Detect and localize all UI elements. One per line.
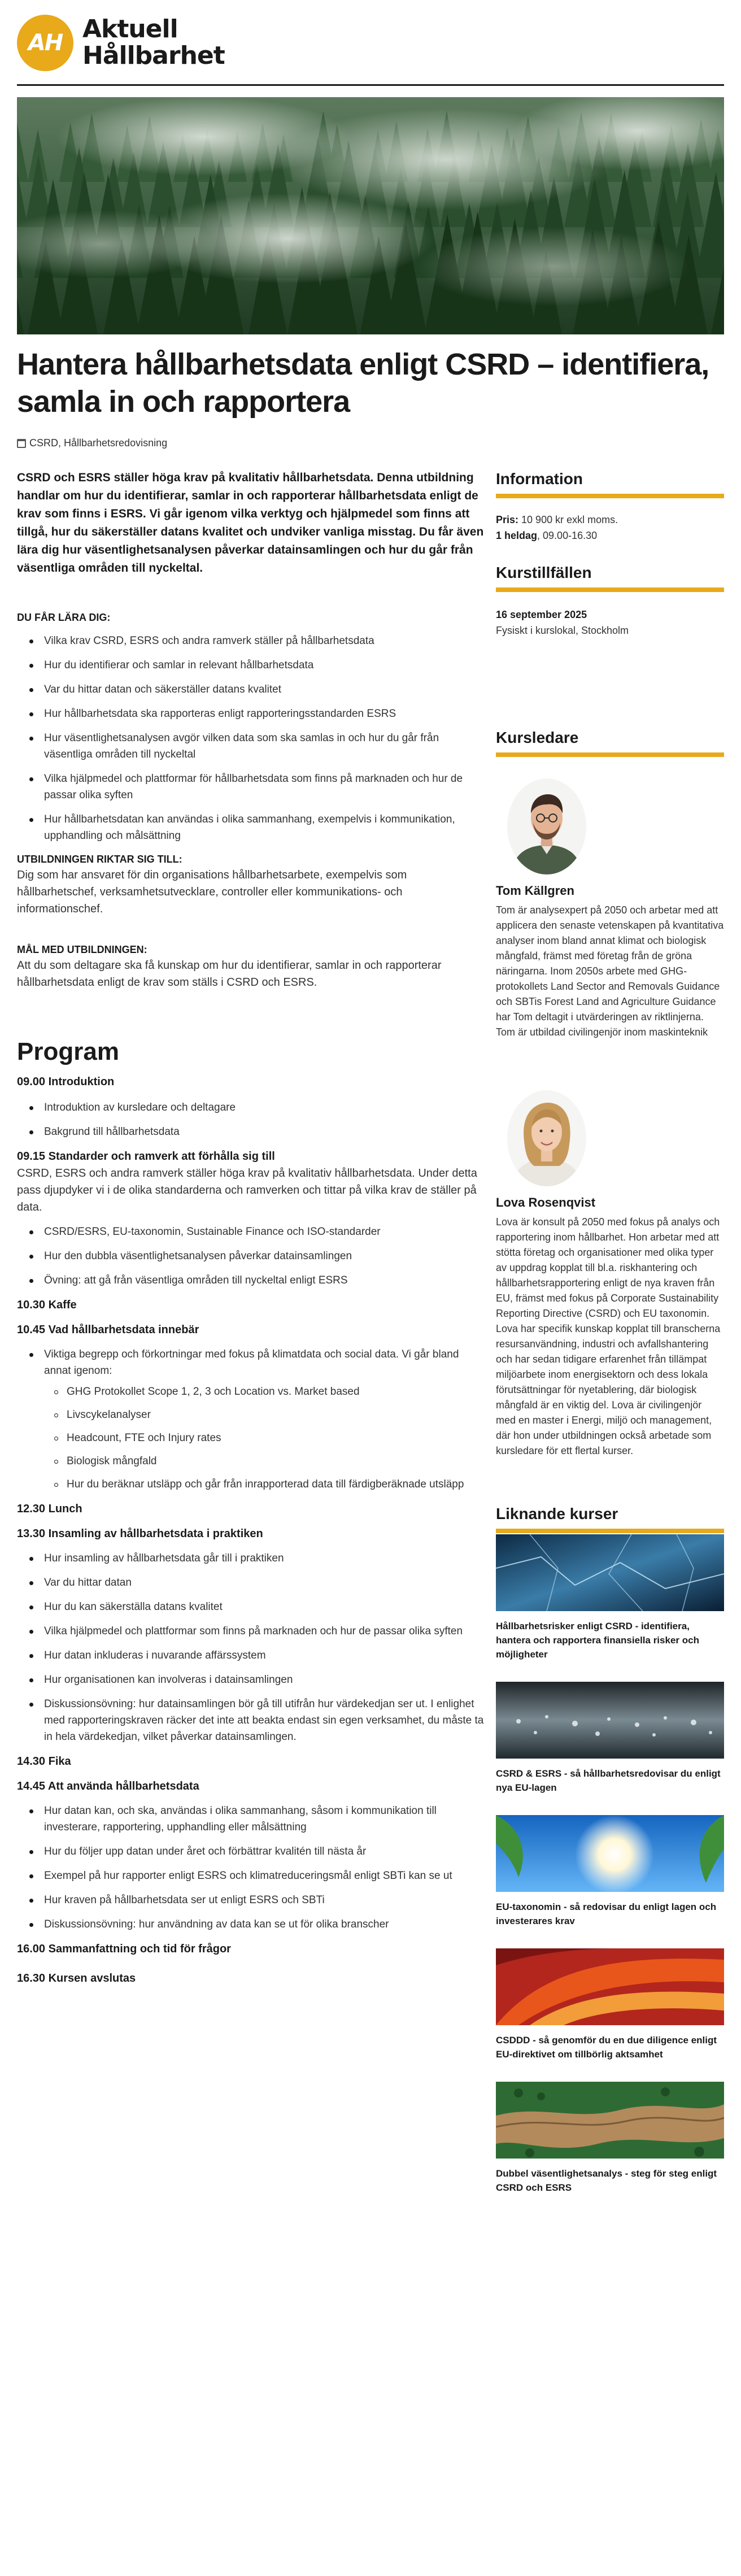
- program-slot-title: 14.30 Fika: [17, 1755, 71, 1768]
- list-item: Bakgrund till hållbarhetsdata: [17, 1124, 486, 1140]
- price-value: 10 900 kr exkl moms.: [518, 514, 618, 525]
- leaders-heading: Kursledare: [496, 728, 724, 757]
- list-item: Hur hållbarhetsdatan kan användas i olika sammanhang, exempelvis i kommunikation, upphandling och målsättning: [17, 811, 486, 844]
- program-slot-title: 16.30 Kursen avslutas: [17, 1972, 136, 1985]
- sub-list-item: Biologisk mångfald: [44, 1453, 486, 1469]
- price-label: Pris:: [496, 514, 519, 525]
- list-item: Hur du identifierar och samlar in relevant hållbarhetsdata: [17, 657, 486, 673]
- list-item: Diskussionsövning: hur användning av data kan se ut för olika branscher: [17, 1916, 486, 1933]
- avatar: [507, 778, 586, 874]
- duration-label: 1 heldag: [496, 530, 538, 541]
- avatar: [507, 1090, 586, 1186]
- program-sublist: [44, 1383, 486, 1492]
- duration-value: , 09.00-16.30: [537, 530, 598, 541]
- program-slot-title: 16.00 Sammanfattning och tid för frågor: [17, 1943, 231, 1955]
- related-course-card[interactable]: [496, 1948, 724, 2061]
- learn-list: [17, 633, 486, 844]
- goal-text: Att du som deltagare ska få kunskap om hur du identifierar, samlar in och rapporterar hållbarhetsdata enligt de krav som ställs i CSRD och ESRS.: [17, 959, 442, 989]
- hero-forest-image: [17, 97, 724, 334]
- audience-text: Dig som har ansvaret för din organisations hållbarhetsarbete, exempelvis som hållbarhetschef, verksamhetsutvecklare, controller eller kommunikations- och informationschef.: [17, 869, 407, 915]
- course-image-aerial[interactable]: [496, 2082, 724, 2159]
- ice-image: [496, 1534, 724, 1611]
- duration-line: [496, 528, 724, 543]
- logo-badge[interactable]: [17, 15, 73, 71]
- list-item: Vilka krav CSRD, ESRS och andra ramverk ställer på hållbarhetsdata: [17, 633, 486, 649]
- related-course-card[interactable]: [496, 1682, 724, 1795]
- leader-2-bio: Lova är konsult på 2050 med fokus på analys och rapportering inom hållbarhet. Hon arbetar med att stötta företag och organisationer med olika typer av uppdrag kopplat till bl.a. riskhantering och hållbarhetsrapportering enligt de nya kraven från EU, främst med fokus på Corporate Sustainability Reporting Directive (CSRD) och EU taxonomin. Lova har specifik kunskap kopplat till branscherna resursanvändning, industri och avfallshantering och har sedan tidigare erfarenhet från tillämpat miljöarbete inom energisektorn och dess lokala förutsättningar för nyetablering, där biologisk mångfald är en viktig del. Lova är civilingenjör med en master i Energi, miljö och management, där hon under utbildningen också arbetade som kursledare för ett flertal kurser.: [496, 1216, 721, 1456]
- list-item: [17, 1346, 486, 1492]
- leader-1-portrait: [507, 778, 586, 874]
- abstract-image: [496, 1948, 724, 2025]
- goal-heading: MÅL MED UTBILDNINGEN:: [17, 944, 147, 955]
- program-list: [17, 1803, 486, 1933]
- list-item: Övning: att gå från väsentliga områden till nyckeltal enligt ESRS: [17, 1272, 486, 1289]
- course-image-sky[interactable]: [496, 1815, 724, 1892]
- water-image: [496, 1682, 724, 1759]
- program-heading: Program: [17, 1038, 119, 1065]
- program-list: [17, 1099, 486, 1140]
- list-item: Hur kraven på hållbarhetsdata ser ut enligt ESRS och SBTi: [17, 1892, 486, 1908]
- program-slot-title: 10.45 Vad hållbarhetsdata innebär: [17, 1324, 199, 1336]
- leader-1-bio-wrap: [496, 899, 724, 1090]
- main-content: [17, 469, 486, 1987]
- logo-line-1: Aktuell: [82, 15, 178, 43]
- sky-image: [496, 1815, 724, 1892]
- course-image-abstract[interactable]: [496, 1948, 724, 2025]
- forest-illustration: [17, 97, 724, 334]
- sub-list-item: Livscykelanalyser: [44, 1407, 486, 1423]
- related-course-card[interactable]: [496, 2082, 724, 2195]
- related-heading: Liknande kurser: [496, 1504, 724, 1533]
- list-item: Hur hållbarhetsdata ska rapporteras enligt rapporteringsstandarden ESRS: [17, 706, 486, 722]
- page-title: Hantera hållbarhetsdata enligt CSRD – identifiera, samla in och rapportera: [17, 347, 709, 419]
- occasions-heading: Kurstillfällen: [496, 563, 724, 592]
- learn-heading: DU FÅR LÄRA DIG:: [17, 612, 111, 623]
- list-item: Hur du följer upp datan under året och förbättrar kvalitén till nästa år: [17, 1843, 486, 1860]
- list-item: Hur väsentlighetsanalysen avgör vilken data som ska samlas in och hur du går från väsentliga områden till nyckeltal: [17, 730, 486, 763]
- program-list: [17, 1550, 486, 1745]
- list-item: Hur datan kan, och ska, användas i olika sammanhang, såsom i kommunikation till investerare, rapportering, upphandling eller målsättning: [17, 1803, 486, 1835]
- list-item: Hur du kan säkerställa datans kvalitet: [17, 1599, 486, 1615]
- site-header: [17, 12, 724, 86]
- program-slot-title: 09.15 Standarder och ramverk att förhålla sig till: [17, 1150, 275, 1163]
- list-item: CSRD/ESRS, EU-taxonomin, Sustainable Finance och ISO-standarder: [17, 1224, 486, 1240]
- sub-list-item: Hur du beräknar utsläpp och går från inrapporterad data till färdigberäknade utsläpp: [44, 1476, 486, 1492]
- program-slot-title: 10.30 Kaffe: [17, 1299, 77, 1311]
- category-links[interactable]: CSRD, Hållbarhetsredovisning: [29, 437, 168, 449]
- category-line: [17, 437, 167, 449]
- program-slot-title: 12.30 Lunch: [17, 1503, 82, 1515]
- program-slot-desc: CSRD, ESRS och andra ramverk ställer höga krav på kvalitativ hållbarhetsdata. Under detta pass djupdyker vi i de olika standarderna och ramverken och tittar på vilka krav de ställer på data.: [17, 1167, 477, 1213]
- program-slot-title: 13.30 Insamling av hållbarhetsdata i praktiken: [17, 1528, 263, 1540]
- aerial-image: [496, 2082, 724, 2159]
- logo-badge-text: AH: [28, 30, 63, 56]
- leader-1-name: Tom Källgren: [496, 884, 574, 898]
- list-item: Hur organisationen kan involveras i datainsamlingen: [17, 1672, 486, 1688]
- list-item: Hur den dubbla väsentlighetsanalysen påverkar datainsamlingen: [17, 1248, 486, 1264]
- program-slot-title: 14.45 Att använda hållbarhetsdata: [17, 1780, 199, 1792]
- leader-2-portrait: [507, 1090, 586, 1186]
- sub-list-item: GHG Protokollet Scope 1, 2, 3 och Location vs. Market based: [44, 1383, 486, 1400]
- price-line: [496, 512, 724, 528]
- occasion-place: Fysiskt i kurslokal, Stockholm: [496, 625, 629, 636]
- course-image-water[interactable]: [496, 1682, 724, 1759]
- list-item: Exempel på hur rapporter enligt ESRS och klimatreduceringsmål enligt SBTi kan se ut: [17, 1868, 486, 1884]
- course-title[interactable]: CSRD & ESRS - så hållbarhetsredovisar du enligt nya EU-lagen: [496, 1768, 721, 1793]
- list-item: Diskussionsövning: hur datainsamlingen bör gå till utifrån hur värdekedjan ser ut. I enlighet med rapporteringskraven räcker det inte att beakta endast sin egen verksamhet, du måste ta in hela värdekedjan, vilket påverkar datainsamlingen.: [17, 1696, 486, 1745]
- leader-1-bio: Tom är analysexpert på 2050 och arbetar med att applicera den senaste vetenskapen på kvantitativa analyser inom bland annat klimat och biologisk mångfald, främst med företag från de gröna näringarna. Inom 2050s arbete med GHG-protokollets Land Sector and Removals Guidance och SBTis Forest Land and Agriculture Guidance har Tom deltagit i utvärderingen av riktlinjerna. Tom är utbildad civilingenjör inom maskinteknik: [496, 904, 724, 1038]
- list-item: Var du hittar datan: [17, 1574, 486, 1591]
- info-heading: Information: [496, 469, 724, 498]
- course-title[interactable]: CSDDD - så genomför du en due diligence enligt EU-direktivet om tillbörlig aktsamhet: [496, 2035, 717, 2060]
- related-course-card[interactable]: [496, 1815, 724, 1928]
- list-item: Hur insamling av hållbarhetsdata går till i praktiken: [17, 1550, 486, 1567]
- list-item-text: Viktiga begrepp och förkortningar med fokus på klimatdata och social data. Vi går bland annat igenom:: [44, 1348, 459, 1377]
- audience-heading: UTBILDNINGEN RIKTAR SIG TILL:: [17, 854, 182, 865]
- list-item: Var du hittar datan och säkerställer datans kvalitet: [17, 681, 486, 698]
- logo-line-2: Hållbarhet: [82, 41, 225, 70]
- course-title[interactable]: EU-taxonomin - så redovisar du enligt lagen och investerares krav: [496, 1901, 717, 1926]
- logo-wordmark[interactable]: [82, 16, 225, 69]
- sidebar: [496, 469, 724, 2195]
- calendar-icon: [17, 439, 26, 448]
- leader-2-name: Lova Rosenqvist: [496, 1195, 596, 1209]
- occasion-date[interactable]: 16 september 2025: [496, 609, 587, 620]
- course-title[interactable]: Hållbarhetsrisker enligt CSRD - identifiera, hantera och rapportera finansiella risker och möjligheter: [496, 1621, 699, 1660]
- list-item: Vilka hjälpmedel och plattformar som finns på marknaden och hur de passar olika syften: [17, 1623, 486, 1639]
- course-title[interactable]: Dubbel väsentlighetsanalys - steg för steg enligt CSRD och ESRS: [496, 2168, 717, 2193]
- list-item: Vilka hjälpmedel och plattformar för hållbarhetsdata som finns på marknaden och hur de passar olika syften: [17, 771, 486, 803]
- program-list: [17, 1346, 486, 1492]
- related-course-card[interactable]: [496, 1534, 724, 1661]
- program-slot-title: 09.00 Introduktion: [17, 1076, 115, 1088]
- list-item: Hur datan inkluderas i nuvarande affärssystem: [17, 1647, 486, 1664]
- list-item: Introduktion av kursledare och deltagare: [17, 1099, 486, 1116]
- program-list: [17, 1224, 486, 1289]
- sub-list-item: Headcount, FTE och Injury rates: [44, 1430, 486, 1446]
- lead-paragraph: CSRD och ESRS ställer höga krav på kvalitativ hållbarhetsdata. Denna utbildning handlar om hur du identifierar, samlar in och rapporterar hållbarhetsdata enligt de krav som finns i ESRS. Vi går igenom vilka verktyg och hjälpmedel som finns att tillgå, hur du säkerställer datans kvalitet och undviker vanliga misstag. Du får även lära dig hur väsentlighetsanalysen påverkar datainsamlingen och hur du går från väsentliga områden till nyckeltal.: [17, 471, 484, 575]
- course-image-ice[interactable]: [496, 1534, 724, 1611]
